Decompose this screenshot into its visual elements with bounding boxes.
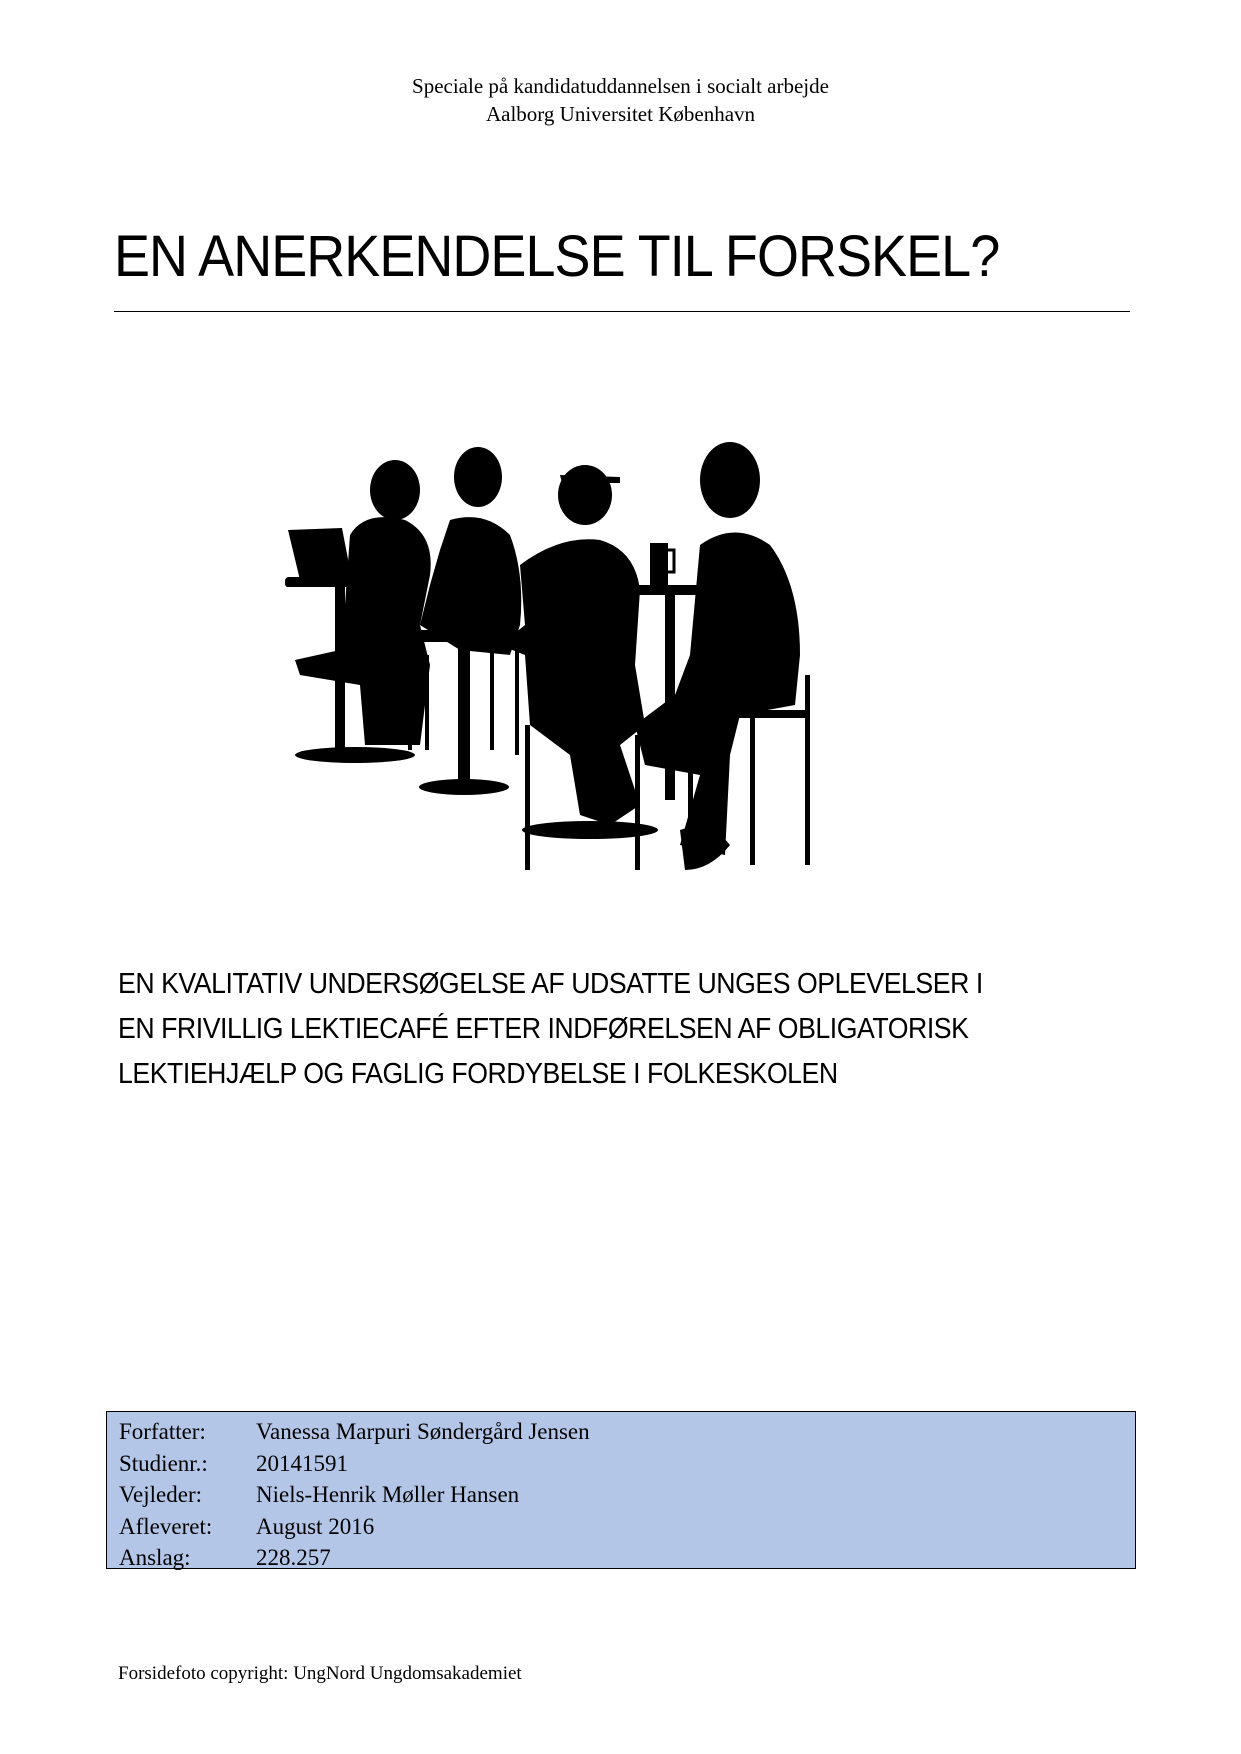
info-row-supervisor [119, 1479, 1123, 1511]
university-line: Aalborg Universitet København [485, 102, 756, 126]
header [0, 72, 1241, 128]
subtitle-line: EN KVALITATIV UNDERSØGELSE AF UDSATTE UNGES OPLEVELSER I [118, 968, 983, 1000]
info-label: Anslag: [119, 1545, 191, 1570]
subtitle [118, 962, 1056, 1097]
title-divider [114, 311, 1130, 312]
photo-copyright: Forsidefoto copyright: UngNord Ungdomsakademiet [118, 1663, 522, 1684]
info-value: Niels-Henrik Møller Hansen [256, 1482, 520, 1507]
info-row-author [119, 1416, 1123, 1448]
thesis-info-box [106, 1411, 1136, 1569]
info-value: August 2016 [256, 1513, 375, 1539]
info-row-submitted [119, 1511, 1123, 1543]
info-label: Vejleder: [119, 1482, 203, 1507]
info-label: Afleveret: [119, 1513, 213, 1539]
subtitle-line: EN FRIVILLIG LEKTIECAFÉ EFTER INDFØRELSEN AF OBLIGATORISK [118, 1013, 969, 1045]
info-value: 228.257 [256, 1545, 331, 1570]
info-value: 20141591 [256, 1450, 348, 1476]
info-row-character-count [119, 1542, 1123, 1574]
program-line: Speciale på kandidatuddannelsen i socialt arbejde [412, 74, 829, 98]
page-title: EN ANERKENDELSE TIL FORSKEL? [114, 224, 1000, 289]
info-label: Forfatter: [119, 1419, 206, 1444]
info-row-student-number [119, 1448, 1123, 1480]
info-value: Vanessa Marpuri Søndergård Jensen [256, 1419, 590, 1444]
subtitle-line: LEKTIEHJÆLP OG FAGLIG FORDYBELSE I FOLKESKOLEN [118, 1058, 838, 1090]
info-label: Studienr.: [119, 1450, 208, 1476]
cafe-silhouette-illustration [280, 425, 960, 885]
